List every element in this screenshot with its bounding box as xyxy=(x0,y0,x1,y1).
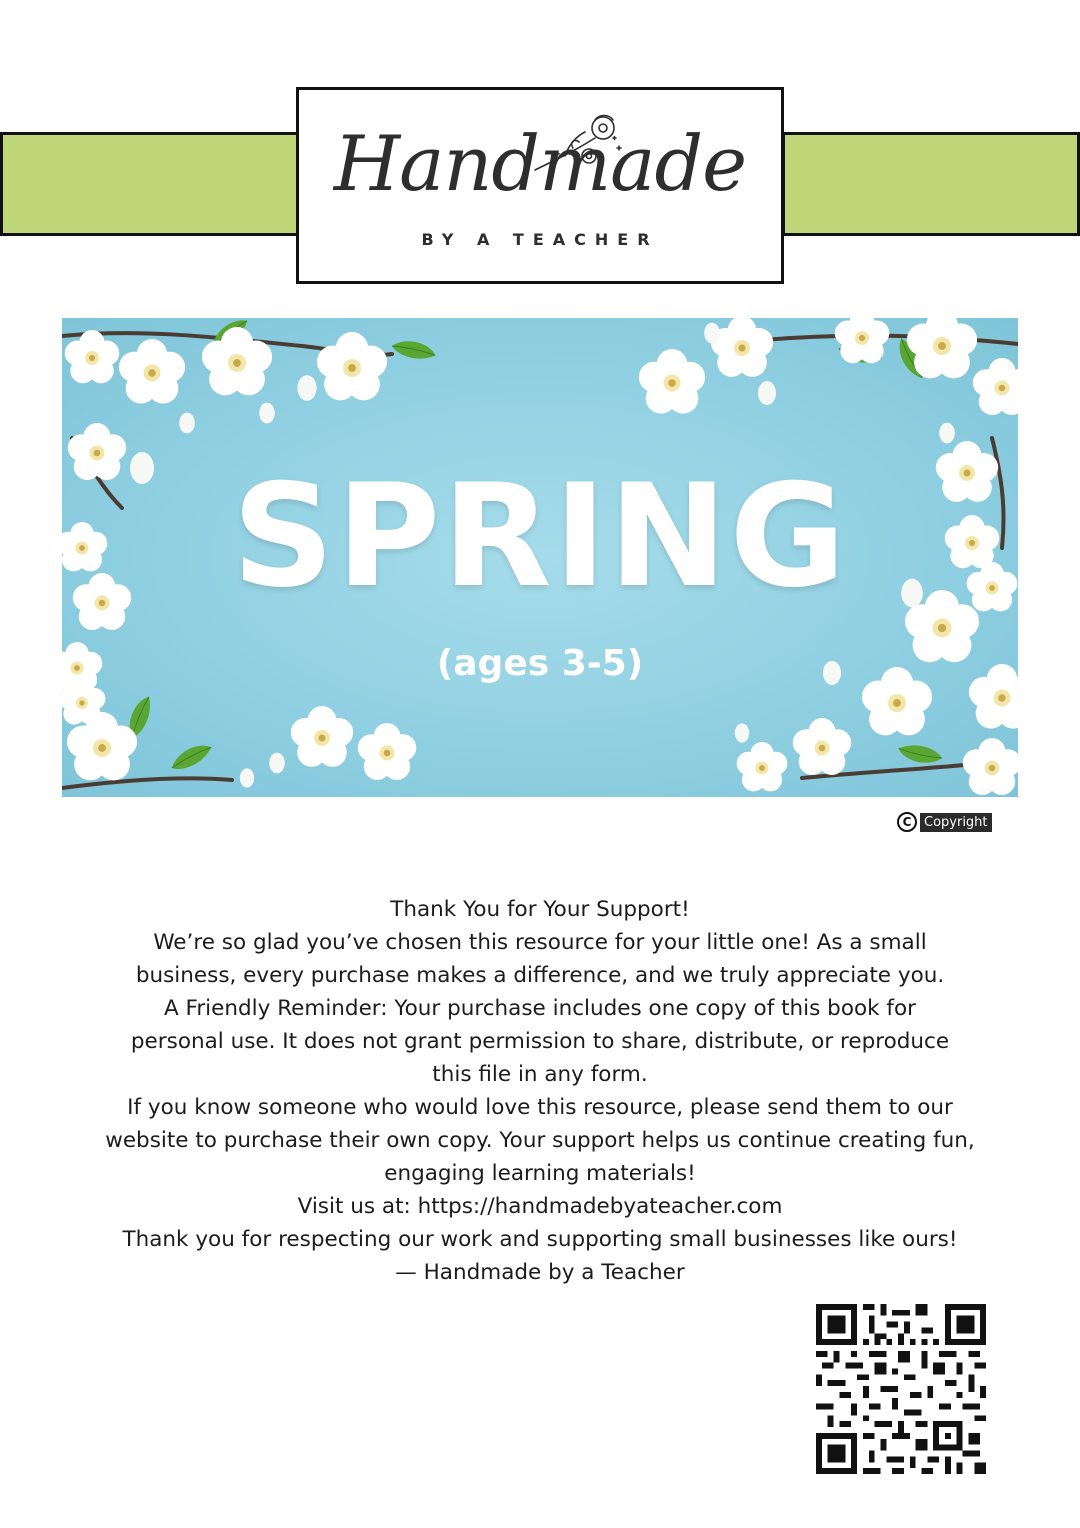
copyright-icon: C xyxy=(897,812,917,832)
banner-subtitle: (ages 3-5) xyxy=(436,643,644,684)
message-paragraph-2: A Friendly Reminder: Your purchase includes one copy of this book for personal use. It does not grant permission to share, distribute, or reproduce this file in any form. xyxy=(130,996,950,1087)
banner-title: SPRING xyxy=(232,454,848,619)
message-paragraph-3: If you know someone who would love this resource, please send them to our website to purchase their own copy. Your support helps us continue creating fun, engaging learning materials! xyxy=(105,1095,975,1186)
message-website: Visit us at: https://handmadebyateacher.com xyxy=(297,1194,783,1219)
message-signature: — Handmade by a Teacher xyxy=(395,1260,685,1285)
qr-code-icon[interactable] xyxy=(816,1304,986,1474)
header-band-left xyxy=(0,132,300,236)
copyright-label: Copyright xyxy=(920,813,992,832)
spring-banner xyxy=(62,318,1018,797)
thank-you-message xyxy=(100,893,980,1289)
copyright-badge xyxy=(897,811,992,833)
message-heading: Thank You for Your Support! xyxy=(390,897,690,922)
message-paragraph-1: We’re so glad you’ve chosen this resource for your little one! As a small business, every purchase makes a difference, and we truly appreciate you. xyxy=(135,930,945,988)
message-paragraph-5: Thank you for respecting our work and supporting small businesses like ours! xyxy=(122,1227,958,1252)
logo-tagline: BY A TEACHER xyxy=(421,230,659,249)
logo-wordmark: Handmade xyxy=(333,119,747,208)
header-band-right xyxy=(782,132,1080,236)
